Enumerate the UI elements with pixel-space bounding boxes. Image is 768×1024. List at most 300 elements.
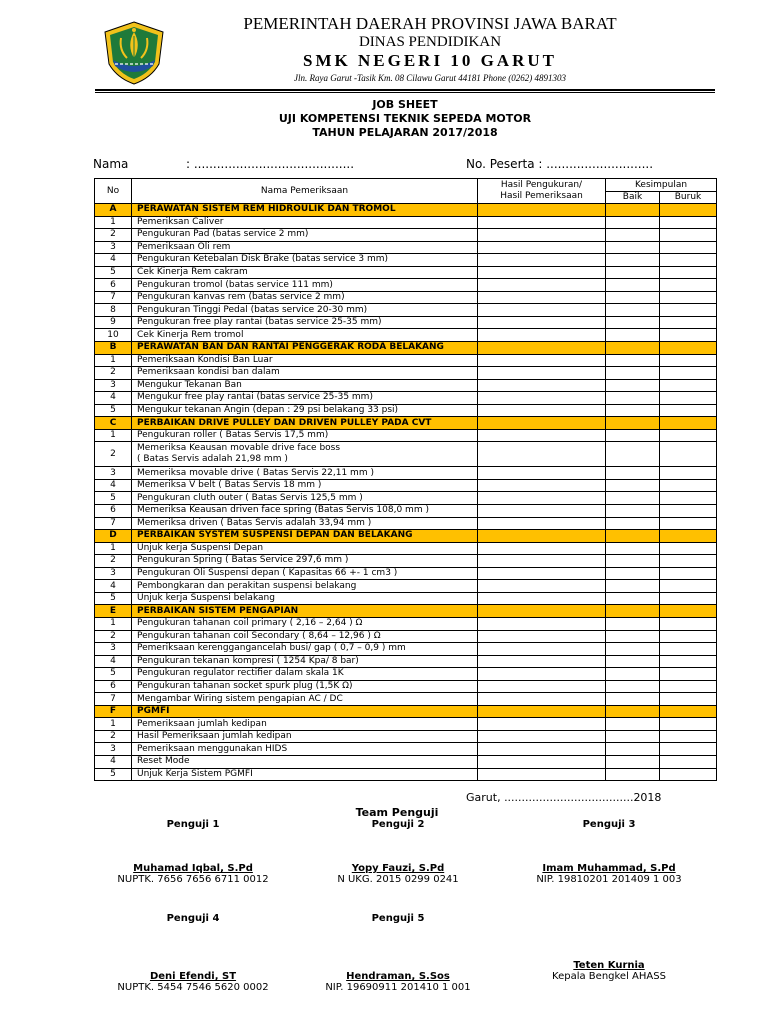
buruk-cell[interactable] <box>660 467 717 480</box>
result-cell[interactable] <box>478 567 606 580</box>
row-inspection-name <box>132 755 478 768</box>
result-cell[interactable] <box>478 630 606 643</box>
section-row <box>95 417 717 430</box>
row-number: 1 <box>95 617 132 630</box>
baik-cell[interactable] <box>606 680 660 693</box>
signer-name: Deni Efendi, ST <box>149 971 237 982</box>
row-number: 2 <box>95 730 132 743</box>
result-cell[interactable] <box>478 655 606 668</box>
result-cell[interactable] <box>478 379 606 392</box>
table-row <box>95 630 717 643</box>
result-cell[interactable] <box>478 555 606 568</box>
baik-cell[interactable] <box>606 768 660 781</box>
baik-cell[interactable] <box>606 492 660 505</box>
result-cell[interactable] <box>478 718 606 731</box>
signer-role: Penguji 2 <box>371 819 425 830</box>
buruk-cell[interactable] <box>660 743 717 756</box>
signer-block <box>83 819 303 885</box>
name-field[interactable]: : .......................................... <box>186 157 355 171</box>
table-row <box>95 379 717 392</box>
buruk-cell[interactable] <box>660 216 717 229</box>
baik-cell[interactable] <box>606 755 660 768</box>
buruk-cell[interactable] <box>660 505 717 518</box>
row-inspection-text: Pengukuran tahanan coil primary ( 2,16 – 2,64 ) Ω <box>137 618 363 629</box>
buruk-cell[interactable] <box>660 567 717 580</box>
result-cell[interactable] <box>478 429 606 442</box>
buruk-cell[interactable] <box>660 542 717 555</box>
row-inspection-name <box>132 266 478 279</box>
table-row <box>95 254 717 267</box>
row-inspection-name <box>132 743 478 756</box>
section-hasil-cell <box>478 417 606 430</box>
row-inspection-text: Mengambar Wiring sistem pengapian AC / DC <box>137 693 343 704</box>
table-row <box>95 755 717 768</box>
result-cell[interactable] <box>478 479 606 492</box>
row-inspection-text: Pengukuran tekanan kompresi ( 1254 Kpa/ 8 bar) <box>137 655 359 666</box>
buruk-cell[interactable] <box>660 718 717 731</box>
buruk-cell[interactable] <box>660 266 717 279</box>
result-cell[interactable] <box>478 266 606 279</box>
result-cell[interactable] <box>478 592 606 605</box>
result-cell[interactable] <box>478 229 606 242</box>
row-number: 6 <box>95 505 132 518</box>
row-number: 10 <box>95 329 132 342</box>
baik-cell[interactable] <box>606 216 660 229</box>
section-code: B <box>95 342 132 355</box>
section-baik-cell <box>606 530 660 543</box>
buruk-cell[interactable] <box>660 329 717 342</box>
buruk-cell[interactable] <box>660 730 717 743</box>
table-row <box>95 768 717 781</box>
row-inspection-text: Reset Mode <box>137 756 190 767</box>
table-row <box>95 567 717 580</box>
header-buruk: Buruk <box>660 192 717 204</box>
row-inspection-text: Pengukuran Ketebalan Disk Brake (batas service 3 mm) <box>137 254 388 265</box>
buruk-cell[interactable] <box>660 229 717 242</box>
letterhead-department: DINAS PENDIDIKAN <box>358 34 502 50</box>
section-row <box>95 530 717 543</box>
buruk-cell[interactable] <box>660 404 717 417</box>
row-inspection-name <box>132 505 478 518</box>
signer-id: NIP. 19690911 201410 1 001 <box>325 982 471 993</box>
buruk-cell[interactable] <box>660 354 717 367</box>
result-cell[interactable] <box>478 755 606 768</box>
result-cell[interactable] <box>478 743 606 756</box>
row-inspection-name <box>132 367 478 380</box>
letterhead-divider <box>95 89 715 91</box>
result-cell[interactable] <box>478 768 606 781</box>
table-row <box>95 316 717 329</box>
signer-role: Penguji 4 <box>166 913 220 924</box>
buruk-cell[interactable] <box>660 254 717 267</box>
row-inspection-name <box>132 643 478 656</box>
table-row <box>95 291 717 304</box>
row-inspection-name <box>132 216 478 229</box>
section-hasil-cell <box>478 530 606 543</box>
baik-cell[interactable] <box>606 254 660 267</box>
table-row <box>95 505 717 518</box>
baik-cell[interactable] <box>606 304 660 317</box>
buruk-cell[interactable] <box>660 680 717 693</box>
buruk-cell[interactable] <box>660 555 717 568</box>
table-header <box>95 179 717 204</box>
inspection-table <box>94 178 717 781</box>
buruk-cell[interactable] <box>660 592 717 605</box>
result-cell[interactable] <box>478 216 606 229</box>
buruk-cell[interactable] <box>660 479 717 492</box>
signer-role: Penguji 1 <box>166 819 220 830</box>
buruk-cell[interactable] <box>660 755 717 768</box>
letterhead-school: SMK NEGERI 10 GARUT <box>303 51 557 70</box>
row-inspection-text: Pembongkaran dan perakitan suspensi belakang <box>137 580 357 591</box>
baik-cell[interactable] <box>606 505 660 518</box>
row-inspection-text: Pengukuran cluth outer ( Batas Servis 125,5 mm ) <box>137 492 363 503</box>
result-cell[interactable] <box>478 442 606 467</box>
baik-cell[interactable] <box>606 580 660 593</box>
table-row <box>95 367 717 380</box>
section-buruk-cell <box>660 605 717 618</box>
table-row <box>95 743 717 756</box>
section-hasil-cell <box>478 204 606 217</box>
row-number: 1 <box>95 429 132 442</box>
row-inspection-text: Pengukuran Oli Suspensi depan ( Kapasitas 66 +- 1 cm3 ) <box>137 568 398 579</box>
buruk-cell[interactable] <box>660 392 717 405</box>
signer-block <box>499 819 719 885</box>
result-cell[interactable] <box>478 392 606 405</box>
row-number: 1 <box>95 216 132 229</box>
result-cell[interactable] <box>478 367 606 380</box>
buruk-cell[interactable] <box>660 617 717 630</box>
baik-cell[interactable] <box>606 467 660 480</box>
buruk-cell[interactable] <box>660 630 717 643</box>
buruk-cell[interactable] <box>660 492 717 505</box>
result-cell[interactable] <box>478 668 606 681</box>
row-number: 4 <box>95 254 132 267</box>
title-job-sheet: JOB SHEET <box>372 98 438 111</box>
section-hasil-cell <box>478 342 606 355</box>
table-row <box>95 718 717 731</box>
result-cell[interactable] <box>478 580 606 593</box>
result-cell[interactable] <box>478 517 606 530</box>
name-label: Nama <box>93 157 129 171</box>
row-number: 7 <box>95 517 132 530</box>
row-inspection-text: Pemeriksaan jumlah kedipan <box>137 718 267 729</box>
row-number: 4 <box>95 580 132 593</box>
row-inspection-text: Cek Kinerja Rem cakram <box>137 267 248 277</box>
signer-role: Penguji 3 <box>582 819 636 830</box>
table-row <box>95 693 717 706</box>
west-java-emblem-icon <box>101 20 167 86</box>
row-inspection-name <box>132 668 478 681</box>
section-title: PGMFI <box>132 705 478 718</box>
buruk-cell[interactable] <box>660 279 717 292</box>
participant-number-field[interactable]: No. Peserta : ............................ <box>466 157 654 171</box>
letterhead-divider-thin <box>95 92 715 93</box>
row-inspection-text: Pemeriksan Caliver <box>137 216 224 227</box>
table-row <box>95 229 717 242</box>
buruk-cell[interactable] <box>660 379 717 392</box>
row-number: 3 <box>95 567 132 580</box>
row-inspection-text: Pengukuran tahanan coil Secondary ( 8,64 – 12,96 ) Ω <box>137 630 381 641</box>
row-inspection-text: Hasil Pemeriksaan jumlah kedipan <box>137 731 292 742</box>
row-inspection-name <box>132 580 478 593</box>
result-cell[interactable] <box>478 329 606 342</box>
letterhead <box>95 10 715 88</box>
row-inspection-name <box>132 404 478 417</box>
table-row <box>95 542 717 555</box>
table-row <box>95 404 717 417</box>
row-number: 7 <box>95 693 132 706</box>
table-row <box>95 492 717 505</box>
row-number: 3 <box>95 241 132 254</box>
result-cell[interactable] <box>478 643 606 656</box>
row-number: 2 <box>95 442 132 467</box>
row-number: 2 <box>95 367 132 380</box>
row-number: 4 <box>95 655 132 668</box>
row-inspection-name <box>132 655 478 668</box>
row-inspection-text: Pengukuran tahanan socket spurk plug (1,5K Ω) <box>137 680 353 691</box>
signer-id: NIP. 19810201 201409 1 003 <box>536 874 682 885</box>
baik-cell[interactable] <box>606 241 660 254</box>
signer-name: Teten Kurnia <box>573 960 645 971</box>
row-inspection-name <box>132 768 478 781</box>
result-cell[interactable] <box>478 291 606 304</box>
table-row <box>95 429 717 442</box>
row-number: 3 <box>95 643 132 656</box>
row-number: 2 <box>95 229 132 242</box>
buruk-cell[interactable] <box>660 517 717 530</box>
baik-cell[interactable] <box>606 429 660 442</box>
signer-role: Penguji 5 <box>371 913 425 924</box>
result-cell[interactable] <box>478 693 606 706</box>
baik-cell[interactable] <box>606 718 660 731</box>
buruk-cell[interactable] <box>660 442 717 467</box>
baik-cell[interactable] <box>606 354 660 367</box>
table-row <box>95 266 717 279</box>
table-row <box>95 643 717 656</box>
buruk-cell[interactable] <box>660 291 717 304</box>
row-inspection-text: Pengukuran Spring ( Batas Service 297,6 mm ) <box>137 555 349 566</box>
table-row <box>95 392 717 405</box>
signer-name: Hendraman, S.Sos <box>346 971 450 982</box>
baik-cell[interactable] <box>606 367 660 380</box>
baik-cell[interactable] <box>606 316 660 329</box>
row-inspection-name <box>132 492 478 505</box>
row-inspection-name <box>132 229 478 242</box>
section-title: PERBAIKAN SISTEM PENGAPIAN <box>132 605 478 618</box>
header-kesimpulan: Kesimpulan <box>606 179 717 192</box>
header-hasil-line2: Hasil Pemeriksaan <box>500 191 583 201</box>
baik-cell[interactable] <box>606 279 660 292</box>
section-buruk-cell <box>660 530 717 543</box>
baik-cell[interactable] <box>606 617 660 630</box>
row-inspection-text-line2: ( Batas Servis adalah 21,98 mm ) <box>137 454 288 465</box>
baik-cell[interactable] <box>606 542 660 555</box>
row-number: 1 <box>95 542 132 555</box>
row-inspection-name <box>132 279 478 292</box>
section-baik-cell <box>606 605 660 618</box>
result-cell[interactable] <box>478 254 606 267</box>
row-inspection-name <box>132 517 478 530</box>
baik-cell[interactable] <box>606 643 660 656</box>
result-cell[interactable] <box>478 730 606 743</box>
section-row <box>95 605 717 618</box>
signer-id: NUPTK. 7656 7656 6711 0012 <box>117 874 269 885</box>
result-cell[interactable] <box>478 304 606 317</box>
buruk-cell[interactable] <box>660 768 717 781</box>
result-cell[interactable] <box>478 680 606 693</box>
row-number: 1 <box>95 718 132 731</box>
baik-cell[interactable] <box>606 442 660 467</box>
header-baik: Baik <box>606 192 660 204</box>
team-title: Team Penguji <box>355 806 439 819</box>
table-row <box>95 279 717 292</box>
row-inspection-text: Pemeriksaan kondisi ban dalam <box>137 367 280 378</box>
row-inspection-text: Pemeriksaan Oli rem <box>137 241 231 252</box>
result-cell[interactable] <box>478 492 606 505</box>
row-inspection-name <box>132 479 478 492</box>
row-inspection-text: Memeriksa V belt ( Batas Servis 18 mm ) <box>137 480 322 491</box>
signer-id: Kepala Bengkel AHASS <box>552 971 666 982</box>
result-cell[interactable] <box>478 404 606 417</box>
row-inspection-name <box>132 429 478 442</box>
buruk-cell[interactable] <box>660 241 717 254</box>
row-number: 5 <box>95 492 132 505</box>
row-inspection-name <box>132 379 478 392</box>
result-cell[interactable] <box>478 467 606 480</box>
section-buruk-cell <box>660 204 717 217</box>
row-number: 4 <box>95 755 132 768</box>
section-title: PERAWATAN SISTEM REM HIDROULIK DAN TROMOL <box>132 204 478 217</box>
row-inspection-text: Pengukuran regulator rectifier dalam skala 1K <box>137 668 344 679</box>
baik-cell[interactable] <box>606 379 660 392</box>
buruk-cell[interactable] <box>660 316 717 329</box>
row-number: 8 <box>95 304 132 317</box>
row-inspection-text: Mengukur free play rantai (batas service 25-35 mm) <box>137 392 373 403</box>
buruk-cell[interactable] <box>660 693 717 706</box>
letterhead-text <box>215 14 645 84</box>
baik-cell[interactable] <box>606 517 660 530</box>
row-inspection-name <box>132 718 478 731</box>
baik-cell[interactable] <box>606 730 660 743</box>
table-row <box>95 555 717 568</box>
buruk-cell[interactable] <box>660 580 717 593</box>
row-inspection-text: Unjuk kerja Suspensi belakang <box>137 593 275 604</box>
signer-block <box>288 913 508 993</box>
row-inspection-name <box>132 254 478 267</box>
row-inspection-name <box>132 467 478 480</box>
section-buruk-cell <box>660 705 717 718</box>
buruk-cell[interactable] <box>660 668 717 681</box>
letterhead-address: Jln. Raya Garut -Tasik Km. 08 Cilawu Garut 44181 Phone (0262) 4891303 <box>294 73 566 83</box>
section-row <box>95 342 717 355</box>
baik-cell[interactable] <box>606 329 660 342</box>
table-row <box>95 304 717 317</box>
signer-name: Yopy Fauzi, S.Pd <box>351 863 445 874</box>
title-year: TAHUN PELAJARAN 2017/2018 <box>312 126 498 139</box>
section-title: PERBAIKAN DRIVE PULLEY DAN DRIVEN PULLEY PADA CVT <box>132 417 478 430</box>
row-inspection-text: Mengukur tekanan Angin (depan : 29 psi belakang 33 psi) <box>137 405 399 416</box>
row-inspection-name <box>132 354 478 367</box>
header-no: No <box>95 179 132 204</box>
row-number: 3 <box>95 467 132 480</box>
row-number: 2 <box>95 630 132 643</box>
row-number: 6 <box>95 279 132 292</box>
result-cell[interactable] <box>478 241 606 254</box>
row-inspection-text: Memeriksa driven ( Batas Servis adalah 33,94 mm ) <box>137 517 372 528</box>
row-inspection-text: Pengukuran tromol (batas service 111 mm) <box>137 279 333 290</box>
row-number: 7 <box>95 291 132 304</box>
baik-cell[interactable] <box>606 266 660 279</box>
baik-cell[interactable] <box>606 229 660 242</box>
section-buruk-cell <box>660 417 717 430</box>
section-baik-cell <box>606 417 660 430</box>
baik-cell[interactable] <box>606 404 660 417</box>
baik-cell[interactable] <box>606 668 660 681</box>
table-row <box>95 730 717 743</box>
result-cell[interactable] <box>478 279 606 292</box>
signer-id: N UKG. 2015 0299 0241 <box>337 874 459 885</box>
row-inspection-name <box>132 291 478 304</box>
baik-cell[interactable] <box>606 743 660 756</box>
table-row <box>95 592 717 605</box>
signer-name: Imam Muhammad, S.Pd <box>542 863 676 874</box>
row-inspection-text: Memeriksa movable drive ( Batas Servis 22,11 mm ) <box>137 467 374 478</box>
baik-cell[interactable] <box>606 630 660 643</box>
result-cell[interactable] <box>478 316 606 329</box>
buruk-cell[interactable] <box>660 304 717 317</box>
baik-cell[interactable] <box>606 592 660 605</box>
row-inspection-text: Memeriksa Keausan movable drive face boss <box>137 443 341 454</box>
baik-cell[interactable] <box>606 392 660 405</box>
result-cell[interactable] <box>478 354 606 367</box>
row-number: 3 <box>95 379 132 392</box>
section-code: D <box>95 530 132 543</box>
row-number: 6 <box>95 680 132 693</box>
buruk-cell[interactable] <box>660 643 717 656</box>
row-inspection-name <box>132 316 478 329</box>
result-cell[interactable] <box>478 542 606 555</box>
row-inspection-name <box>132 555 478 568</box>
result-cell[interactable] <box>478 617 606 630</box>
row-number: 5 <box>95 266 132 279</box>
baik-cell[interactable] <box>606 555 660 568</box>
baik-cell[interactable] <box>606 567 660 580</box>
buruk-cell[interactable] <box>660 429 717 442</box>
baik-cell[interactable] <box>606 291 660 304</box>
baik-cell[interactable] <box>606 693 660 706</box>
table-row <box>95 517 717 530</box>
buruk-cell[interactable] <box>660 367 717 380</box>
signer-block <box>499 913 719 982</box>
section-hasil-cell <box>478 605 606 618</box>
row-number: 5 <box>95 768 132 781</box>
buruk-cell[interactable] <box>660 655 717 668</box>
table-row <box>95 241 717 254</box>
baik-cell[interactable] <box>606 655 660 668</box>
baik-cell[interactable] <box>606 479 660 492</box>
row-inspection-text: Pengukuran free play rantai (batas service 25-35 mm) <box>137 317 382 328</box>
row-inspection-name <box>132 392 478 405</box>
result-cell[interactable] <box>478 505 606 518</box>
row-number: 1 <box>95 354 132 367</box>
row-inspection-name <box>132 567 478 580</box>
row-number: 5 <box>95 592 132 605</box>
row-inspection-name <box>132 592 478 605</box>
signer-id: NUPTK. 5454 7546 5620 0002 <box>117 982 269 993</box>
row-inspection-text: Pengukuran roller ( Batas Servis 17,5 mm) <box>137 430 329 441</box>
row-inspection-text: Unjuk Kerja Sistem PGMFI <box>137 768 253 779</box>
